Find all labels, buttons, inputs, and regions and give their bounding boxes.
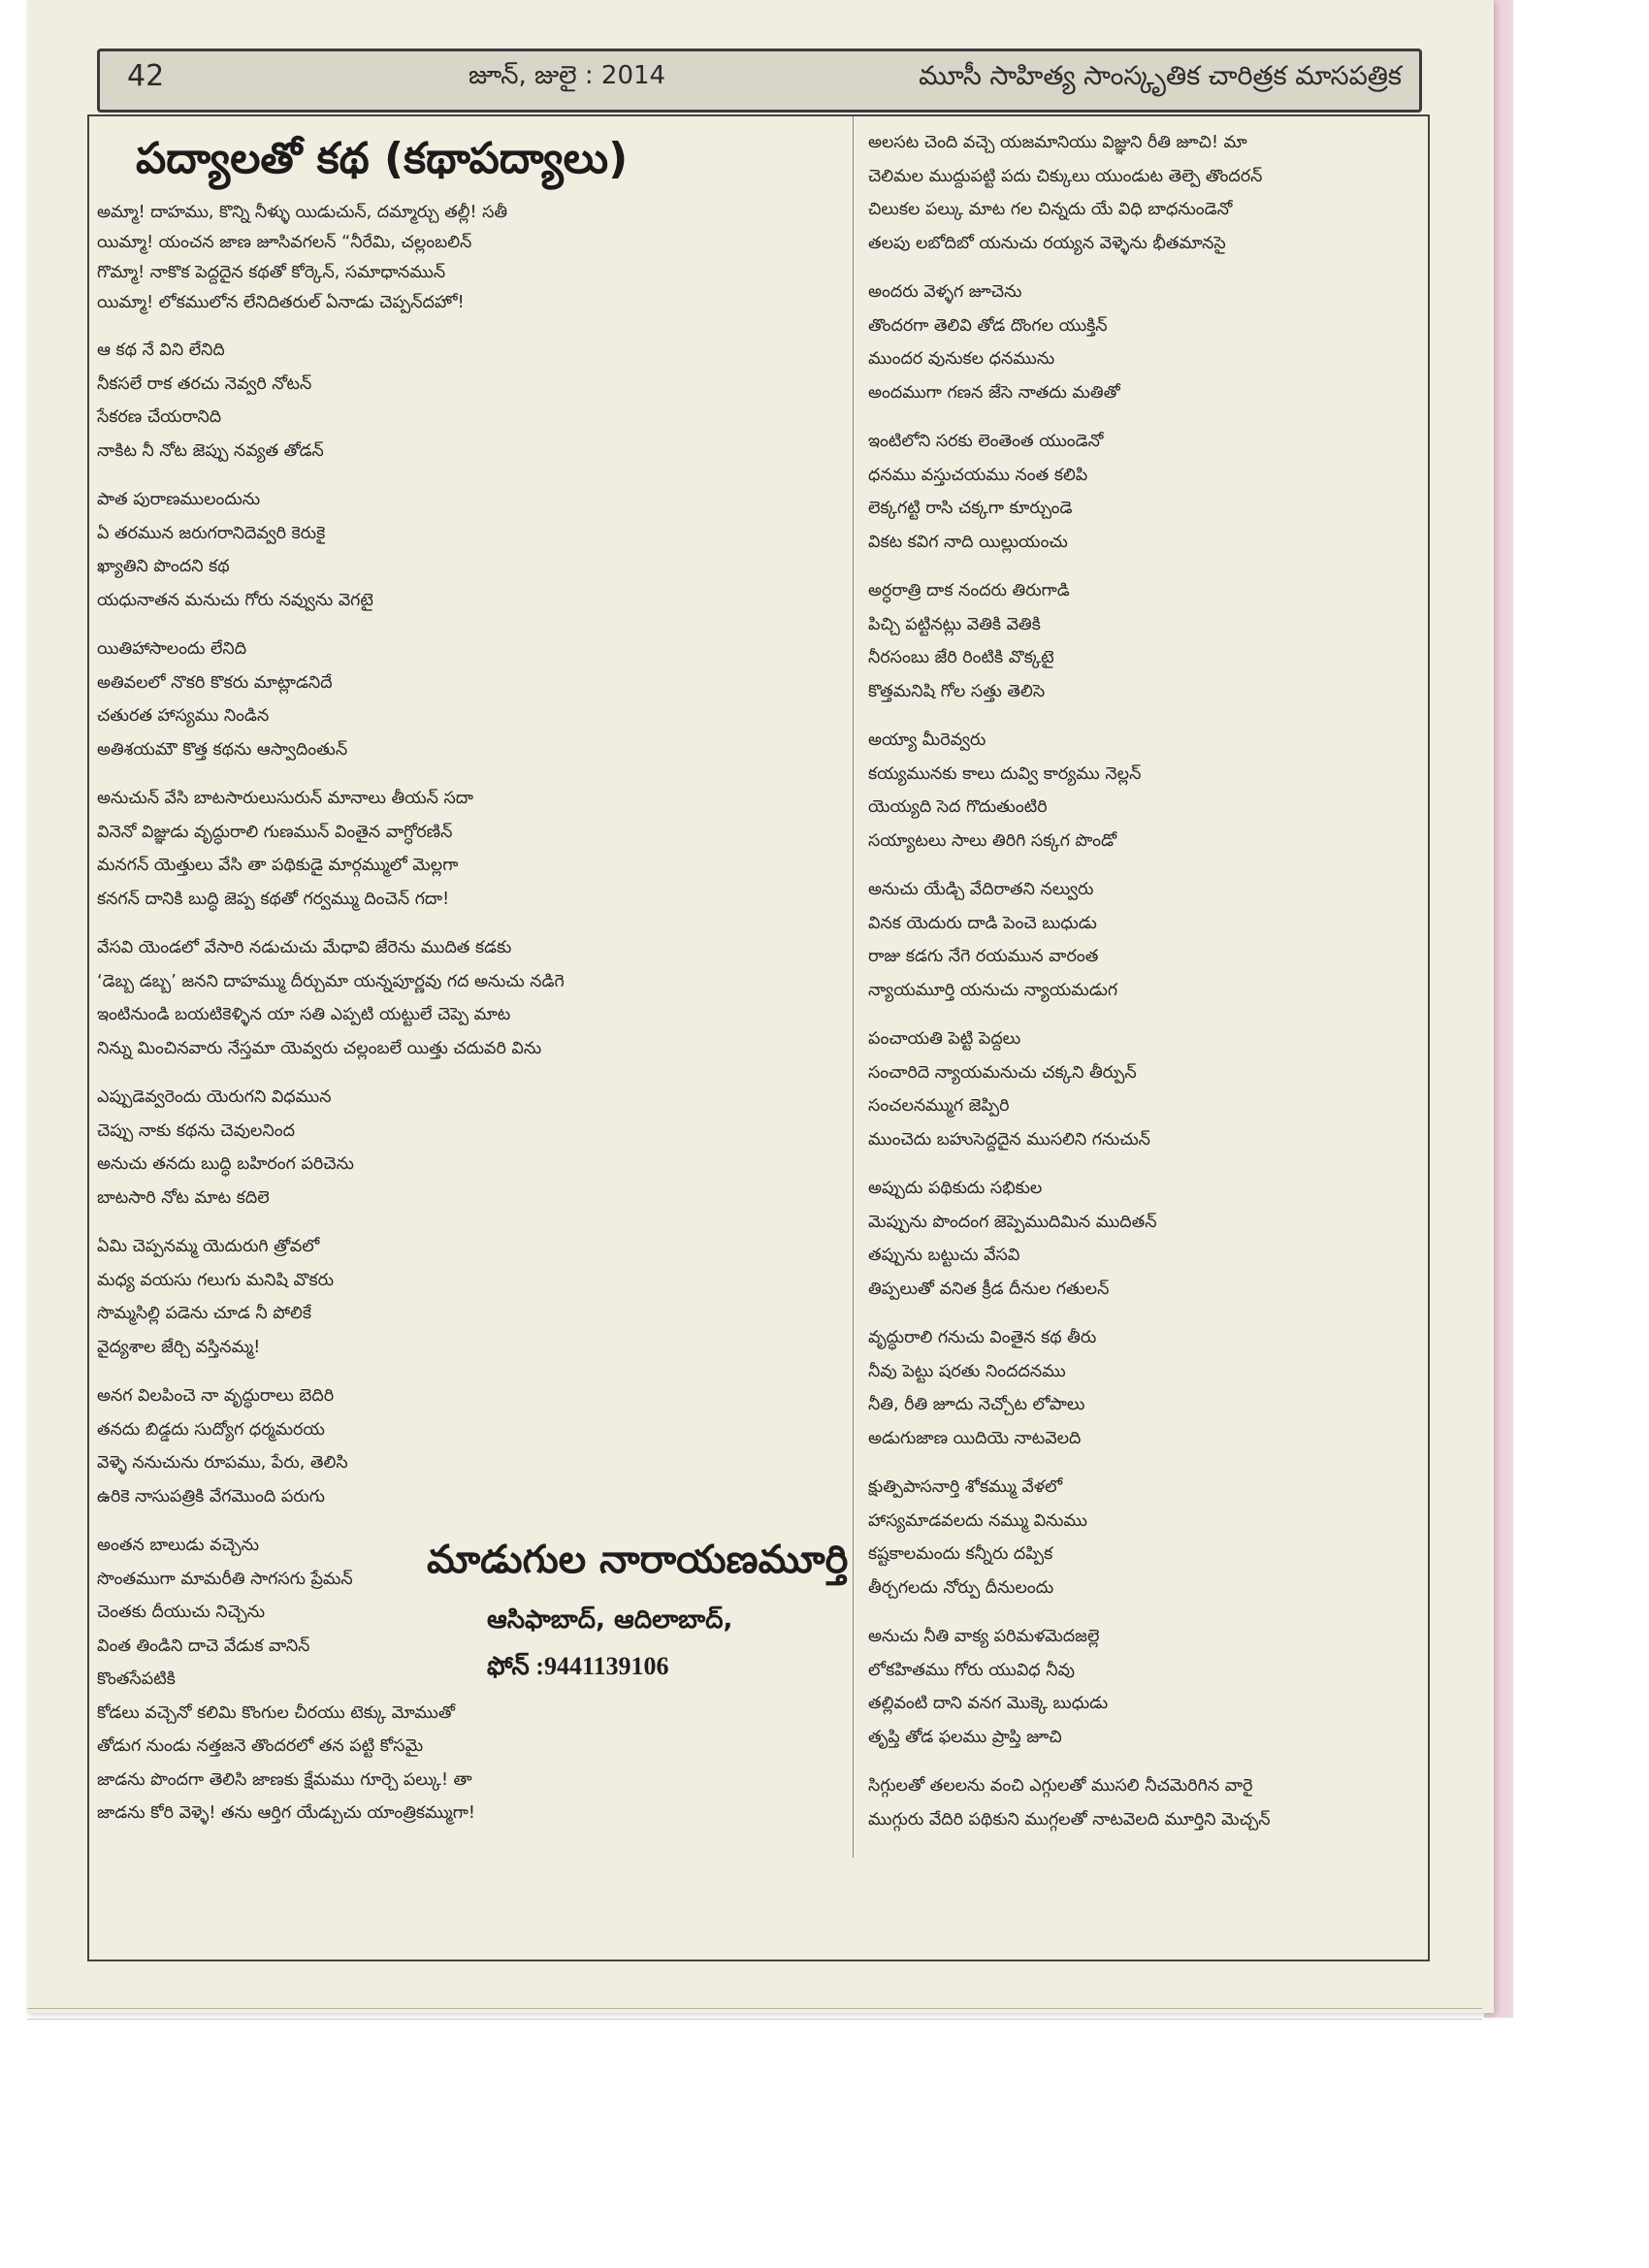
stanza	[868, 873, 1411, 1007]
verse-line: అప్పుదు పథికుదు సభికుల	[868, 1179, 1043, 1198]
verse-line: యితిహాసాలందు లేనిది	[97, 639, 247, 659]
verse-line: చిలుకల పల్కు మాట గల చిన్నదు యే విధి బాధనుండెనో	[868, 200, 1233, 219]
verse-line: వికట కవిగ నాది యిల్లుయంచు	[868, 532, 1068, 552]
verse-line: అమ్మా! దాహము, కొన్ని నీళ్ళు యిడుచున్, దమ్మార్చు తల్లీ! సతీ	[97, 203, 508, 222]
stanza	[97, 931, 660, 1065]
verse-line: సిగ్గులతో తలలను వంచి ఎగ్గులతో ముసలి నీచమెరిగిన వారై	[868, 1776, 1253, 1796]
verse-line: సొంతముగా మామరీతి సాగసగు ప్రేమన్	[97, 1569, 353, 1589]
stanza	[868, 275, 1411, 409]
verse-line: తొందరగా తెలివి తోడ దొంగల యుక్తిన్	[868, 315, 1108, 336]
verse-line: తప్పును బట్టుచు వేసవి	[868, 1246, 1020, 1265]
verse-line: ముంచెదు బహుసెద్దదైన ముసలిని గనుచున్	[868, 1129, 1150, 1150]
verse-line: ఏమి చెప్పనమ్మ యెదురుగి త్రోవలో	[97, 1237, 320, 1256]
verse-line: ముగ్గురు వేదిరి పథికుని ముగ్గలతో నాటవెలది మూర్తిని మెచ్చన్	[868, 1809, 1271, 1830]
verse-line: నీతి, రీతి జూదు నెచ్చోట లోపాలు	[868, 1395, 1085, 1414]
article-title: పద్యాలతో కథ (కథాపద్యాలు)	[136, 134, 629, 183]
verse-line: జాడను పొందగా తెలిసి జాణకు క్షేమము గూర్చె పల్కు! తా	[97, 1769, 472, 1790]
verse-line: సేకరణ చేయరానిది	[97, 407, 222, 427]
verse-line: నిన్ను మించినవారు నేస్తమా యెవ్వరు చల్లంబలే యిత్తు చదువరి విను	[97, 1038, 542, 1058]
verse-line: అడుగుజాణ యిదియె నాటవెలది	[868, 1428, 1082, 1448]
stanza	[97, 198, 660, 318]
stanza	[97, 632, 660, 766]
verse-line: కొంతసేపటికి	[97, 1669, 176, 1689]
verse-line: తృప్తి తోడ ఫలము ప్రాప్తి జూచి	[868, 1727, 1062, 1747]
stanza	[97, 1081, 660, 1215]
stanza	[868, 724, 1411, 858]
verse-line: నాకిట నీ నోట జెప్పు నవ్యత తోడన్	[97, 440, 324, 461]
page-header	[97, 49, 1422, 113]
issue-date: జూన్, జులై : 2014	[469, 61, 666, 90]
verse-line: హాస్యమాడవలదు నమ్ము వినుము	[868, 1510, 1087, 1531]
verse-line: గొమ్మా! నాకొక పెద్దదైన కథతో కోర్కెన్, సమాధానమున్	[97, 263, 446, 282]
verse-line: నీరసంబు జేరి రింటికి వొక్కటై	[868, 648, 1054, 667]
column-divider	[853, 116, 854, 1858]
verse-line: సయ్యాటలు సాలు తిరిగి సక్కగ పొండో	[868, 830, 1117, 851]
verse-line: తోడుగ నుండు నత్తజనె తొందరలో తన పట్టి కోసమై	[97, 1736, 424, 1756]
verse-line: అనుచున్ వేసి బాటసారులుసురున్ మానాలు తీయన్ సదా	[97, 789, 473, 808]
verse-line: పాత పురాణములందును	[97, 490, 261, 509]
verse-line: ఆ కథ నే విని లేనిది	[97, 340, 225, 360]
verse-line: అర్ధరాత్రి దాక నందరు తిరుగాడి	[868, 581, 1070, 600]
verse-line: ఖ్యాతిని పొందని కథ	[97, 557, 230, 576]
stanza	[97, 1379, 660, 1513]
verse-line: నీకసలే రాక తరచు నెవ్వరి నోటన్	[97, 373, 312, 394]
verse-line: ఉరికె నాసుపత్రికి వేగమొంది పరుగు	[97, 1486, 325, 1507]
stanza	[868, 1769, 1411, 1836]
verse-line: వింత తిండిని దాచె వేడుక వానిన్	[97, 1636, 310, 1656]
verse-line: సంచలనమ్ముగ జెప్పిరి	[868, 1096, 1010, 1116]
verse-line: తలపు లబోదిబో యనుచు రయ్యన వెళ్ళెను భీతమానసై	[868, 233, 1226, 253]
author-name: మాడుగుల నారాయణమూర్తి	[427, 1538, 849, 1582]
stanza	[97, 334, 660, 468]
verse-line: అంతన బాలుడు వచ్చెను	[97, 1536, 259, 1555]
verse-line: అతిశయమౌ కొత్త కథను ఆస్వాదింతున్	[97, 739, 348, 760]
verse-line: అందరు వెళ్ళగ జూచెను	[868, 282, 1022, 302]
stanza	[868, 1022, 1411, 1156]
stanza	[97, 483, 660, 617]
stanza	[868, 1620, 1411, 1754]
verse-line: పిచ్చి పట్టినట్లు వెతికి వెతికి	[868, 614, 1041, 634]
stanza	[868, 1172, 1411, 1306]
verse-line: అనగ విలపించె నా వృద్ధురాలు బెదిరి	[97, 1386, 335, 1406]
verse-line: వినక యెదురు దాడి పెంచె బుధుడు	[868, 913, 1097, 933]
author-phone: ఫోన్ :9441139106	[487, 1652, 669, 1680]
verse-line: యెయ్యది సెద గొదుతుంటిరి	[868, 797, 1048, 817]
verse-line: చతురత హాస్యము నిండిన	[97, 706, 270, 726]
verse-line: కనగన్ దానికి బుద్ధి జెప్ప కథతో గర్వమ్ము దించెన్ గదా!	[97, 889, 450, 909]
verse-line: నీవు పెట్టు షరతు నిందదనము	[868, 1361, 1066, 1381]
right-column	[868, 126, 1411, 1852]
stanza	[868, 574, 1411, 708]
verse-line: ఎప్పుడెవ్వరెందు యెరుగని విధమున	[97, 1087, 332, 1107]
verse-line: ‘డెబ్బ డబ్బ’ జనని దాహమ్ము దీర్చుమా యన్నపూర్ణవు గద అనుచు నడిగె	[97, 971, 565, 991]
verse-line: చెంతకు దీయుచు నిచ్చెను	[97, 1603, 266, 1622]
verse-line: ఏ తరమున జరుగరానిదెవ్వరి కెరుకై	[97, 523, 326, 543]
author-place: ఆసిఫాబాద్, ఆదిలాబాద్,	[487, 1605, 733, 1635]
stanza	[868, 425, 1411, 559]
author-block	[427, 1538, 848, 1687]
verse-line: లోకహితము గోరు యువిధ నీవు	[868, 1660, 1075, 1680]
verse-line: ఇంటిలోని సరకు లెంతెంత యుండెనో	[868, 432, 1104, 451]
verse-line: కొత్తమనిషి గోల సత్తు తెలిసె	[868, 681, 1046, 701]
verse-line: బాటసారి నోట మాట కదిలె	[97, 1187, 270, 1208]
verse-line: యిమ్మా! యంచన జాణ జూసివగలన్ “నీరేమి, చల్లంబలిన్	[97, 233, 472, 252]
verse-line: చెలిమల ముద్దుపట్టి పదు చిక్కులు యుండుట తెల్పె తొందరన్	[868, 166, 1263, 186]
verse-line: కయ్యమునకు కాలు దువ్వి కార్యము నెల్లన్	[868, 763, 1142, 784]
verse-line: యధునాతన మనుచు గోరు నవ్వును వెగటై	[97, 590, 373, 610]
verse-line: మెప్పును పొందంగ జెప్పెముదిమిన ముదితన్	[868, 1212, 1157, 1232]
stanza	[868, 1471, 1411, 1604]
verse-line: వృద్ధురాలి గనుచు వింతైన కథ తీరు	[868, 1328, 1097, 1347]
verse-line: అందముగా గణన జేసె నాతదు మతితో	[868, 382, 1120, 403]
verse-line: ముందర వునుకల ధనమును	[868, 349, 1055, 369]
verse-line: సొమ్మసిల్లి పడెను చూడ నీ పోలికే	[97, 1304, 311, 1323]
verse-line: వైద్యశాల జేర్చి వస్తినమ్మ!	[97, 1337, 261, 1357]
verse-line: వేసవి యెండలో వేసారి నడుచుచు మేధావి జేరెను ముదిత కడకు	[97, 938, 512, 957]
verse-line: పంచాయతి పెట్టి పెద్దలు	[868, 1029, 1021, 1049]
verse-line: తనదు బిడ్డదు సుద్యోగ ధర్మమరయ	[97, 1419, 325, 1440]
stanza	[97, 1230, 660, 1364]
verse-line: న్యాయమూర్తి యనుచు న్యాయమడుగ	[868, 980, 1118, 1000]
verse-line: అనుచు తనదు బుద్ధి బహిరంగ పరిచెను	[97, 1154, 354, 1174]
page-number: 42	[127, 59, 165, 93]
verse-line: అనుచు యేడ్చి వేదిరాతని నల్వురు	[868, 880, 1094, 899]
verse-line: తీర్చగలదు నోర్పు దీనులందు	[868, 1577, 1054, 1598]
verse-line: అలసట చెంది వచ్చె యజమానియు విజ్ఞుని రీతి జూచి! మా	[868, 133, 1247, 152]
stanza	[97, 782, 660, 916]
verse-line: రాజు కడగు నేగె రయమున వారంత	[868, 947, 1099, 966]
verse-line: జాడను కోరి వెళ్ళె! తను ఆర్తిగ యేడ్చుచు యాంత్రికమ్ముగా!	[97, 1803, 475, 1823]
verse-line: మనగన్ యెత్తులు వేసి తా పథికుడై మార్గమ్ములో మెల్లగా	[97, 856, 459, 875]
verse-line: కోడలు వచ్చెనో కలిమి కొంగుల చీరయు టెక్కు మోముతో	[97, 1702, 455, 1723]
verse-line: కష్టకాలమందు కన్నీరు దప్పిక	[868, 1544, 1053, 1564]
verse-line: లెక్కగట్టి రాసి చక్కగా కూర్చుండె	[868, 499, 1073, 518]
verse-line: అతివలలో నొకరి కొకరు మాట్లాడనిదే	[97, 672, 333, 693]
verse-line: తల్లివంటి దాని వనగ మొక్కె బుధుడు	[868, 1694, 1109, 1713]
verse-line: చెప్పు నాకు కథను చెవులనింద	[97, 1120, 295, 1141]
verse-line: ఇంటినుండి బయటికెళ్ళిన యా సతి ఎప్పటి యట్టులే చెప్పె మాట	[97, 1005, 511, 1024]
verse-line: అనుచు నీతి వాక్య పరిమళమెదజల్లె	[868, 1627, 1100, 1646]
verse-line: మధ్య వయసు గలుగు మనిషి వొకరు	[97, 1270, 335, 1290]
page-bottom-edge	[27, 2008, 1482, 2020]
stanza	[868, 1321, 1411, 1455]
stanza	[868, 126, 1411, 260]
verse-line: వినెనో విజ్ఞుడు వృద్ధురాలి గుణమున్ వింతైన వాగ్ధోరణిన్	[97, 822, 453, 842]
verse-line: వెళ్ళె ననుచును రూపము, పేరు, తెలిసి	[97, 1453, 348, 1473]
verse-line: సంచారిదె న్యాయమనుచు చక్కని తీర్పున్	[868, 1062, 1137, 1083]
verse-line: ధనము వస్తుచయము నంత కలిపి	[868, 465, 1088, 485]
magazine-name: మూసీ సాహిత్య సాంస్కృతిక చారిత్రక మాసపత్రిక	[919, 61, 1402, 91]
verse-line: తిప్పలుతో వనిత క్రీడ దీనుల గతులన్	[868, 1279, 1110, 1299]
verse-line: క్షుత్పిపాసనార్తి శోకమ్ము వేళలో	[868, 1477, 1063, 1497]
verse-line: యిమ్మా! లోకములోన లేనిదితరుల్ ఏనాడు చెప్పన్‌దహో!	[97, 293, 465, 312]
verse-line: అయ్యా మీరెవ్వరు	[868, 730, 986, 750]
